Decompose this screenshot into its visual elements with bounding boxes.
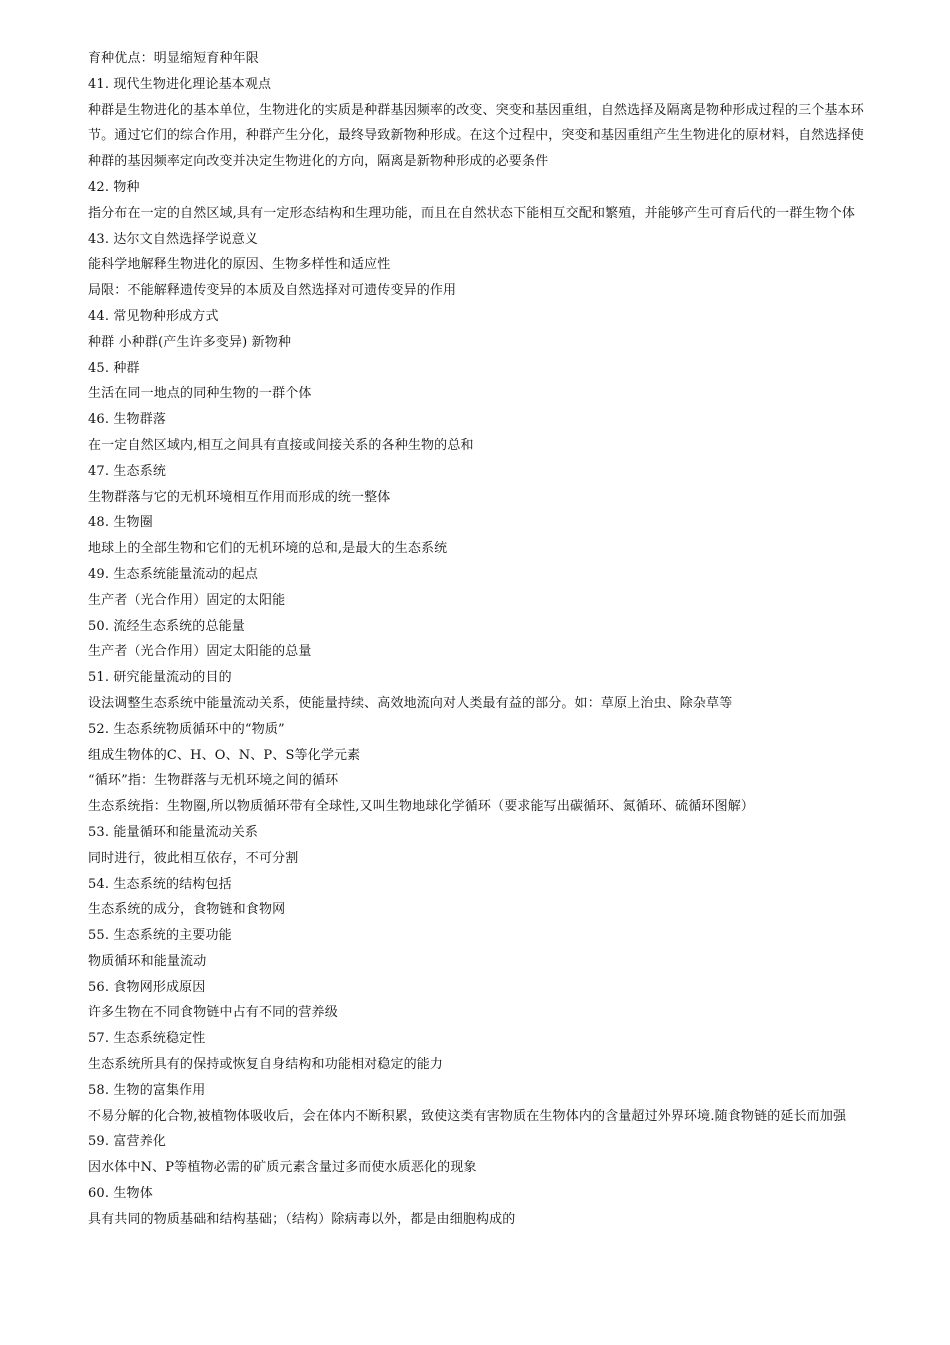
text-line: 在一定自然区域内,相互之间具有直接或间接关系的各种生物的总和: [88, 437, 474, 453]
item-heading: 42. 物种: [88, 179, 140, 195]
item-heading: 45. 种群: [88, 360, 140, 376]
item-heading: 56. 食物网形成原因: [88, 979, 206, 995]
item-heading: 50. 流经生态系统的总能量: [88, 618, 245, 634]
item-heading: 41. 现代生物进化理论基本观点: [88, 76, 272, 92]
item-heading: 49. 生态系统能量流动的起点: [88, 566, 259, 582]
item-heading: 57. 生态系统稳定性: [88, 1031, 206, 1047]
text-line: 种群 小种群(产生许多变异) 新物种: [88, 334, 292, 350]
item-heading: 44. 常见物种形成方式: [88, 308, 219, 324]
text-line: 生态系统的成分，食物链和食物网: [88, 902, 286, 918]
text-line: 局限：不能解释遗传变异的本质及自然选择对可遗传变异的作用: [88, 283, 457, 299]
item-heading: 52. 生态系统物质循环中的“物质”: [88, 721, 285, 737]
document-page: [88, 46, 864, 1233]
item-heading: 47. 生态系统: [88, 463, 167, 479]
item-heading: 54. 生态系统的结构包括: [88, 876, 232, 892]
item-heading: 59. 富营养化: [88, 1134, 167, 1150]
text-line: 同时进行，彼此相互依存，不可分割: [88, 850, 299, 866]
text-line: 能科学地解释生物进化的原因、生物多样性和适应性: [88, 257, 391, 273]
item-heading: 51. 研究能量流动的目的: [88, 670, 232, 686]
text-line: 生态系统指：生物圈,所以物质循环带有全球性,又叫生物地球化学循环（要求能写出碳循环、氮循环、硫循环图解）: [88, 799, 755, 815]
item-heading: 46. 生物群落: [88, 412, 167, 428]
item-heading: 55. 生态系统的主要功能: [88, 928, 232, 944]
item-heading: 43. 达尔文自然选择学说意义: [88, 231, 259, 247]
text-line: 设法调整生态系统中能量流动关系，使能量持续、高效地流向对人类最有益的部分。如：草原上治虫、除杂草等: [88, 695, 733, 711]
text-line: 指分布在一定的自然区域,具有一定形态结构和生理功能，而且在自然状态下能相互交配和繁殖，并能够产生可育后代的一群生物个体: [88, 205, 855, 221]
text-line: 生产者（光合作用）固定太阳能的总量: [88, 644, 312, 660]
text-line: 不易分解的化合物,被植物体吸收后，会在体内不断积累，致使这类有害物质在生物体内的含量超过外界环境.随食物链的延长而加强: [88, 1108, 847, 1124]
text-line: 因水体中N、P等植物必需的矿质元素含量过多而使水质恶化的现象: [88, 1160, 477, 1176]
item-heading: 58. 生物的富集作用: [88, 1082, 206, 1098]
item-heading: 60. 生物体: [88, 1186, 153, 1202]
text-line: 地球上的全部生物和它们的无机环境的总和,是最大的生态系统: [88, 541, 448, 557]
text-line: 种群是生物进化的基本单位，生物进化的实质是种群基因频率的改变、突变和基因重组，自然选择及隔离是物种形成过程的三个基本环节。通过它们的综合作用，种群产生分化，最终导致新物种形成。在这个过程中，突变和基因重组产生生物进化的原材料，自然选择使种群的基因频率定向改变并决定生物进化的方向，隔离是新物种形成的必要条件: [88, 102, 864, 170]
text-line: 生态系统所具有的保持或恢复自身结构和功能相对稳定的能力: [88, 1057, 444, 1073]
item-heading: 48. 生物圈: [88, 515, 153, 531]
text-line: 生产者（光合作用）固定的太阳能: [88, 592, 286, 608]
item-heading: 53. 能量循环和能量流动关系: [88, 824, 259, 840]
text-line: 生活在同一地点的同种生物的一群个体: [88, 386, 312, 402]
text-line: 育种优点：明显缩短育种年限: [88, 51, 259, 66]
text-line: “循环”指：生物群落与无机环境之间的循环: [88, 773, 339, 789]
text-line: 组成生物体的C、H、O、N、P、S等化学元素: [88, 747, 361, 763]
text-line: 许多生物在不同食物链中占有不同的营养级: [88, 1005, 338, 1021]
text-line: 物质循环和能量流动: [88, 953, 207, 969]
text-line: 具有共同的物质基础和结构基础；（结构）除病毒以外，都是由细胞构成的: [88, 1211, 516, 1227]
text-line: 生物群落与它的无机环境相互作用而形成的统一整体: [88, 489, 391, 505]
